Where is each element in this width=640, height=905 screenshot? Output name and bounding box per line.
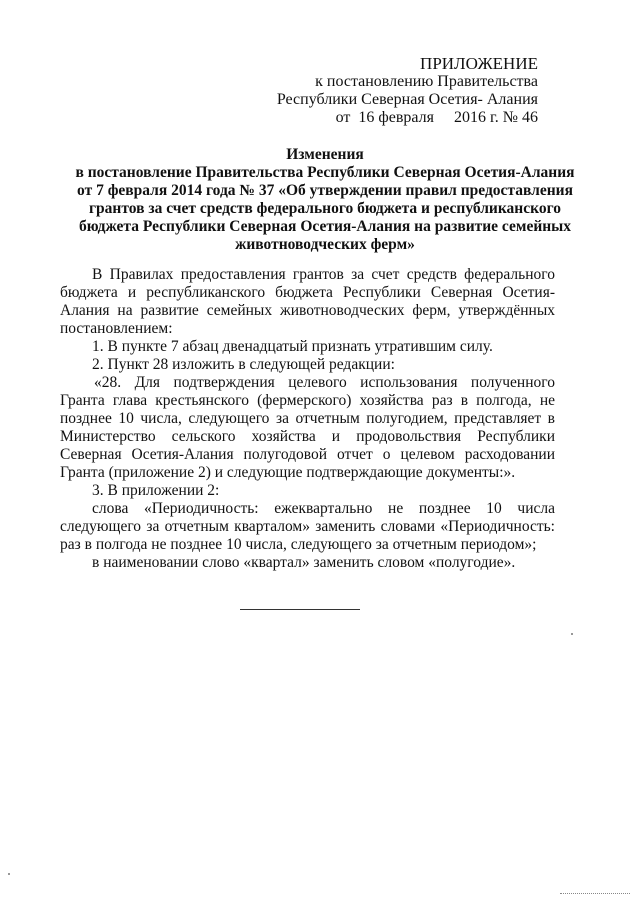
appendix-date-line (277, 109, 538, 127)
words-replacement-paragraph: слова «Периодичность: ежеквартально не позднее 10 числа следующего за отчетным кварталом» заменить словами «Периодичность: раз в полгода не позднее 10 числа, следующего за отчетным периодом»; (60, 500, 555, 553)
intro-paragraph: В Правилах предоставления грантов за счет средств федерального бюджета и республиканского бюджета Республики Северная Осетия-Алания на развитие семейных животноводческих ферм, утверждённых постановлением: (60, 266, 555, 337)
document-number: № 46 (502, 109, 538, 126)
title-line: бюджета Республики Северная Осетия-Алания на развитие семейных (78, 218, 572, 235)
scan-speck (571, 633, 573, 635)
item-2: 2. Пункт 28 изложить в следующей редакции: (92, 356, 395, 373)
quoted-paragraph-28: «28. Для подтверждения целевого использования полученного Гранта глава крестьянского (фермерского) хозяйства раз в полгода, не позднее 10 числа, следующего за отчетным полугодием, представляет в Министерство сельского хозяйства и продовольствия Республики Северная Осетия-Алания полугодовой отчет о целевом расходовании Гранта (приложение 2) и следующие подтверждающие документы:». (60, 374, 555, 481)
title-line: от 7 февраля 2014 года № 37 «Об утверждении правил предоставления (77, 182, 573, 199)
title-line: Изменения (286, 146, 364, 163)
naming-replacement-paragraph: в наименовании слово «квартал» заменить словом «полугодие». (92, 554, 516, 571)
title-line: животноводческих ферм» (235, 236, 415, 253)
item-1: 1. В пункте 7 абзац двенадцатый признать утратившим силу. (92, 338, 493, 355)
title-line: в постановление Правительства Республики Северная Осетия-Алания (75, 164, 575, 181)
appendix-line-republic: Республики Северная Осетия- Алания (276, 91, 538, 108)
date-prefix: от (335, 109, 351, 126)
appendix-line-resolution: к постановлению Правительства (315, 73, 538, 90)
appendix-title: ПРИЛОЖЕНИЕ (420, 54, 538, 73)
date-year: 2016 г. (453, 109, 499, 126)
scan-edge-mark (560, 893, 630, 894)
document-body (60, 266, 555, 572)
separator-line (240, 609, 360, 610)
item-3: 3. В приложении 2: (92, 482, 220, 499)
title-line: грантов за счет средств федерального бюджета и республиканского (89, 200, 561, 217)
scan-speck (8, 873, 10, 875)
document-title (40, 146, 610, 254)
date-value: 16 февраля (358, 109, 434, 126)
appendix-header (277, 55, 538, 127)
